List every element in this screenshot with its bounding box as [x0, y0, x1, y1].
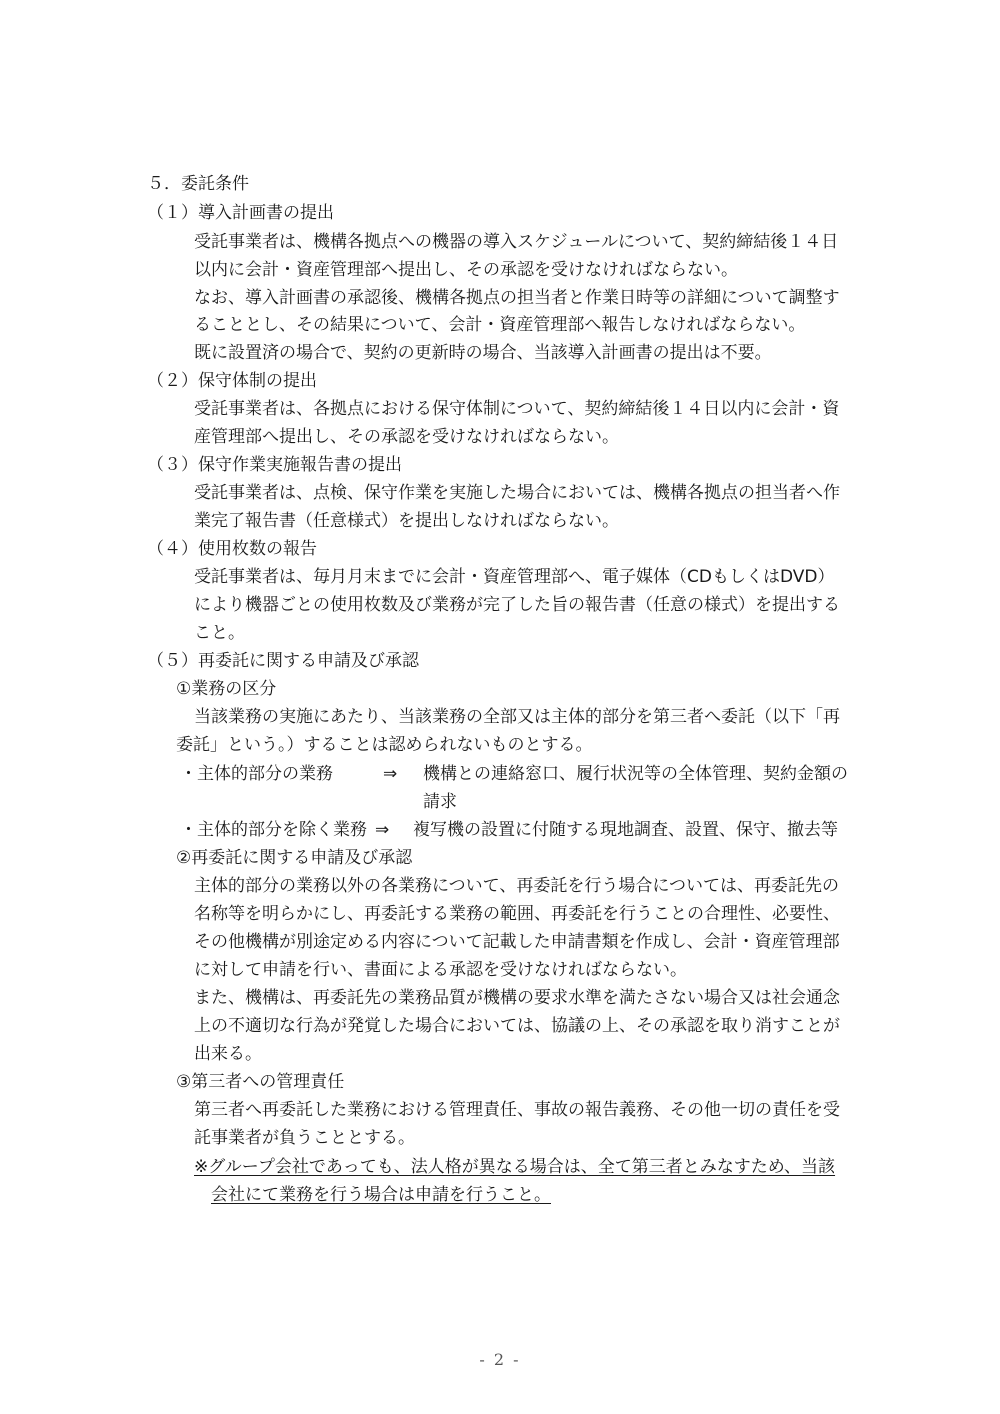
- item-3-line: 業完了報告書（任意様式）を提出しなければならない。: [194, 511, 619, 531]
- sub-1-line: 当該業務の実施にあたり、当該業務の全部又は主体的部分を第三者へ委託（以下「再: [194, 707, 840, 727]
- item-1-line: ることとし、その結果について、会計・資産管理部へ報告しなければならない。: [194, 315, 806, 335]
- item-4-heading: （４）使用枚数の報告: [147, 539, 317, 559]
- sub-3-note: 会社にて業務を行う場合は申請を行うこと。: [211, 1185, 551, 1205]
- item-1-line: 以内に会計・資産管理部へ提出し、その承認を受けなければならない。: [194, 260, 738, 280]
- bullet-main-text: 機構との連絡窓口、履行状況等の全体管理、契約金額の: [423, 764, 848, 784]
- item-1-line: なお、導入計画書の承認後、機構各拠点の担当者と作業日時等の詳細について調整す: [194, 288, 840, 308]
- bullet-main-arrow: ⇒: [383, 764, 398, 784]
- sub-1-line: 委託」という。）することは認められないものとする。: [176, 735, 593, 755]
- item-4-line: により機器ごとの使用枚数及び業務が完了した旨の報告書（任意の様式）を提出する: [194, 595, 840, 615]
- sub-2-line: 出来る。: [194, 1044, 262, 1064]
- sub-3-line: 託事業者が負うこととする。: [194, 1128, 415, 1148]
- section-title: ５．委託条件: [147, 174, 249, 194]
- item-1-line: 受託事業者は、機構各拠点への機器の導入スケジュールについて、契約締結後１４日: [194, 232, 839, 252]
- sub-2-line: 主体的部分の業務以外の各業務について、再委託を行う場合については、再委託先の: [194, 876, 839, 896]
- sub-1-heading: ①業務の区分: [176, 679, 277, 699]
- bullet-main-label: ・主体的部分の業務: [180, 764, 333, 784]
- sub-3-note: ※グループ会社であっても、法人格が異なる場合は、全て第三者とみなすため、当該: [194, 1157, 836, 1177]
- item-4-line: 受託事業者は、毎月月末までに会計・資産管理部へ、電子媒体（CDもしくはDVD）: [194, 567, 835, 587]
- sub-3-line: 第三者へ再委託した業務における管理責任、事故の報告義務、その他一切の責任を受: [194, 1100, 840, 1120]
- bullet-other-arrow: ⇒: [375, 820, 390, 840]
- item-5-heading: （５）再委託に関する申請及び承認: [147, 651, 419, 671]
- item-2-line: 受託事業者は、各拠点における保守体制について、契約締結後１４日以内に会計・資: [194, 399, 840, 419]
- sub-2-line: に対して申請を行い、書面による承認を受けなければならない。: [194, 960, 687, 980]
- page-number: - 2 -: [479, 1350, 521, 1369]
- sub-2-line: 上の不適切な行為が発覚した場合においては、協議の上、その承認を取り消すことが: [194, 1016, 840, 1036]
- sub-2-line: その他機構が別途定める内容について記載した申請書類を作成し、会計・資産管理部: [194, 932, 840, 952]
- bullet-other-label: ・主体的部分を除く業務: [180, 820, 367, 840]
- item-3-line: 受託事業者は、点検、保守作業を実施した場合においては、機構各拠点の担当者へ作: [194, 483, 840, 503]
- bullet-main-text-cont: 請求: [423, 792, 457, 812]
- item-2-line: 産管理部へ提出し、その承認を受けなければならない。: [194, 427, 619, 447]
- item-1-line: 既に設置済の場合で、契約の更新時の場合、当該導入計画書の提出は不要。: [194, 343, 772, 363]
- bullet-other-text: 複写機の設置に付随する現地調査、設置、保守、撤去等: [413, 820, 838, 840]
- sub-2-line: また、機構は、再委託先の業務品質が機構の要求水準を満たさない場合又は社会通念: [194, 988, 840, 1008]
- item-1-heading: （１）導入計画書の提出: [147, 203, 334, 223]
- item-4-line: こと。: [194, 623, 245, 643]
- item-2-heading: （２）保守体制の提出: [147, 371, 317, 391]
- sub-2-line: 名称等を明らかにし、再委託する業務の範囲、再委託を行うことの合理性、必要性、: [194, 904, 840, 924]
- item-3-heading: （３）保守作業実施報告書の提出: [147, 455, 402, 475]
- sub-3-heading: ③第三者への管理責任: [176, 1072, 345, 1092]
- sub-2-heading: ②再委託に関する申請及び承認: [176, 848, 413, 868]
